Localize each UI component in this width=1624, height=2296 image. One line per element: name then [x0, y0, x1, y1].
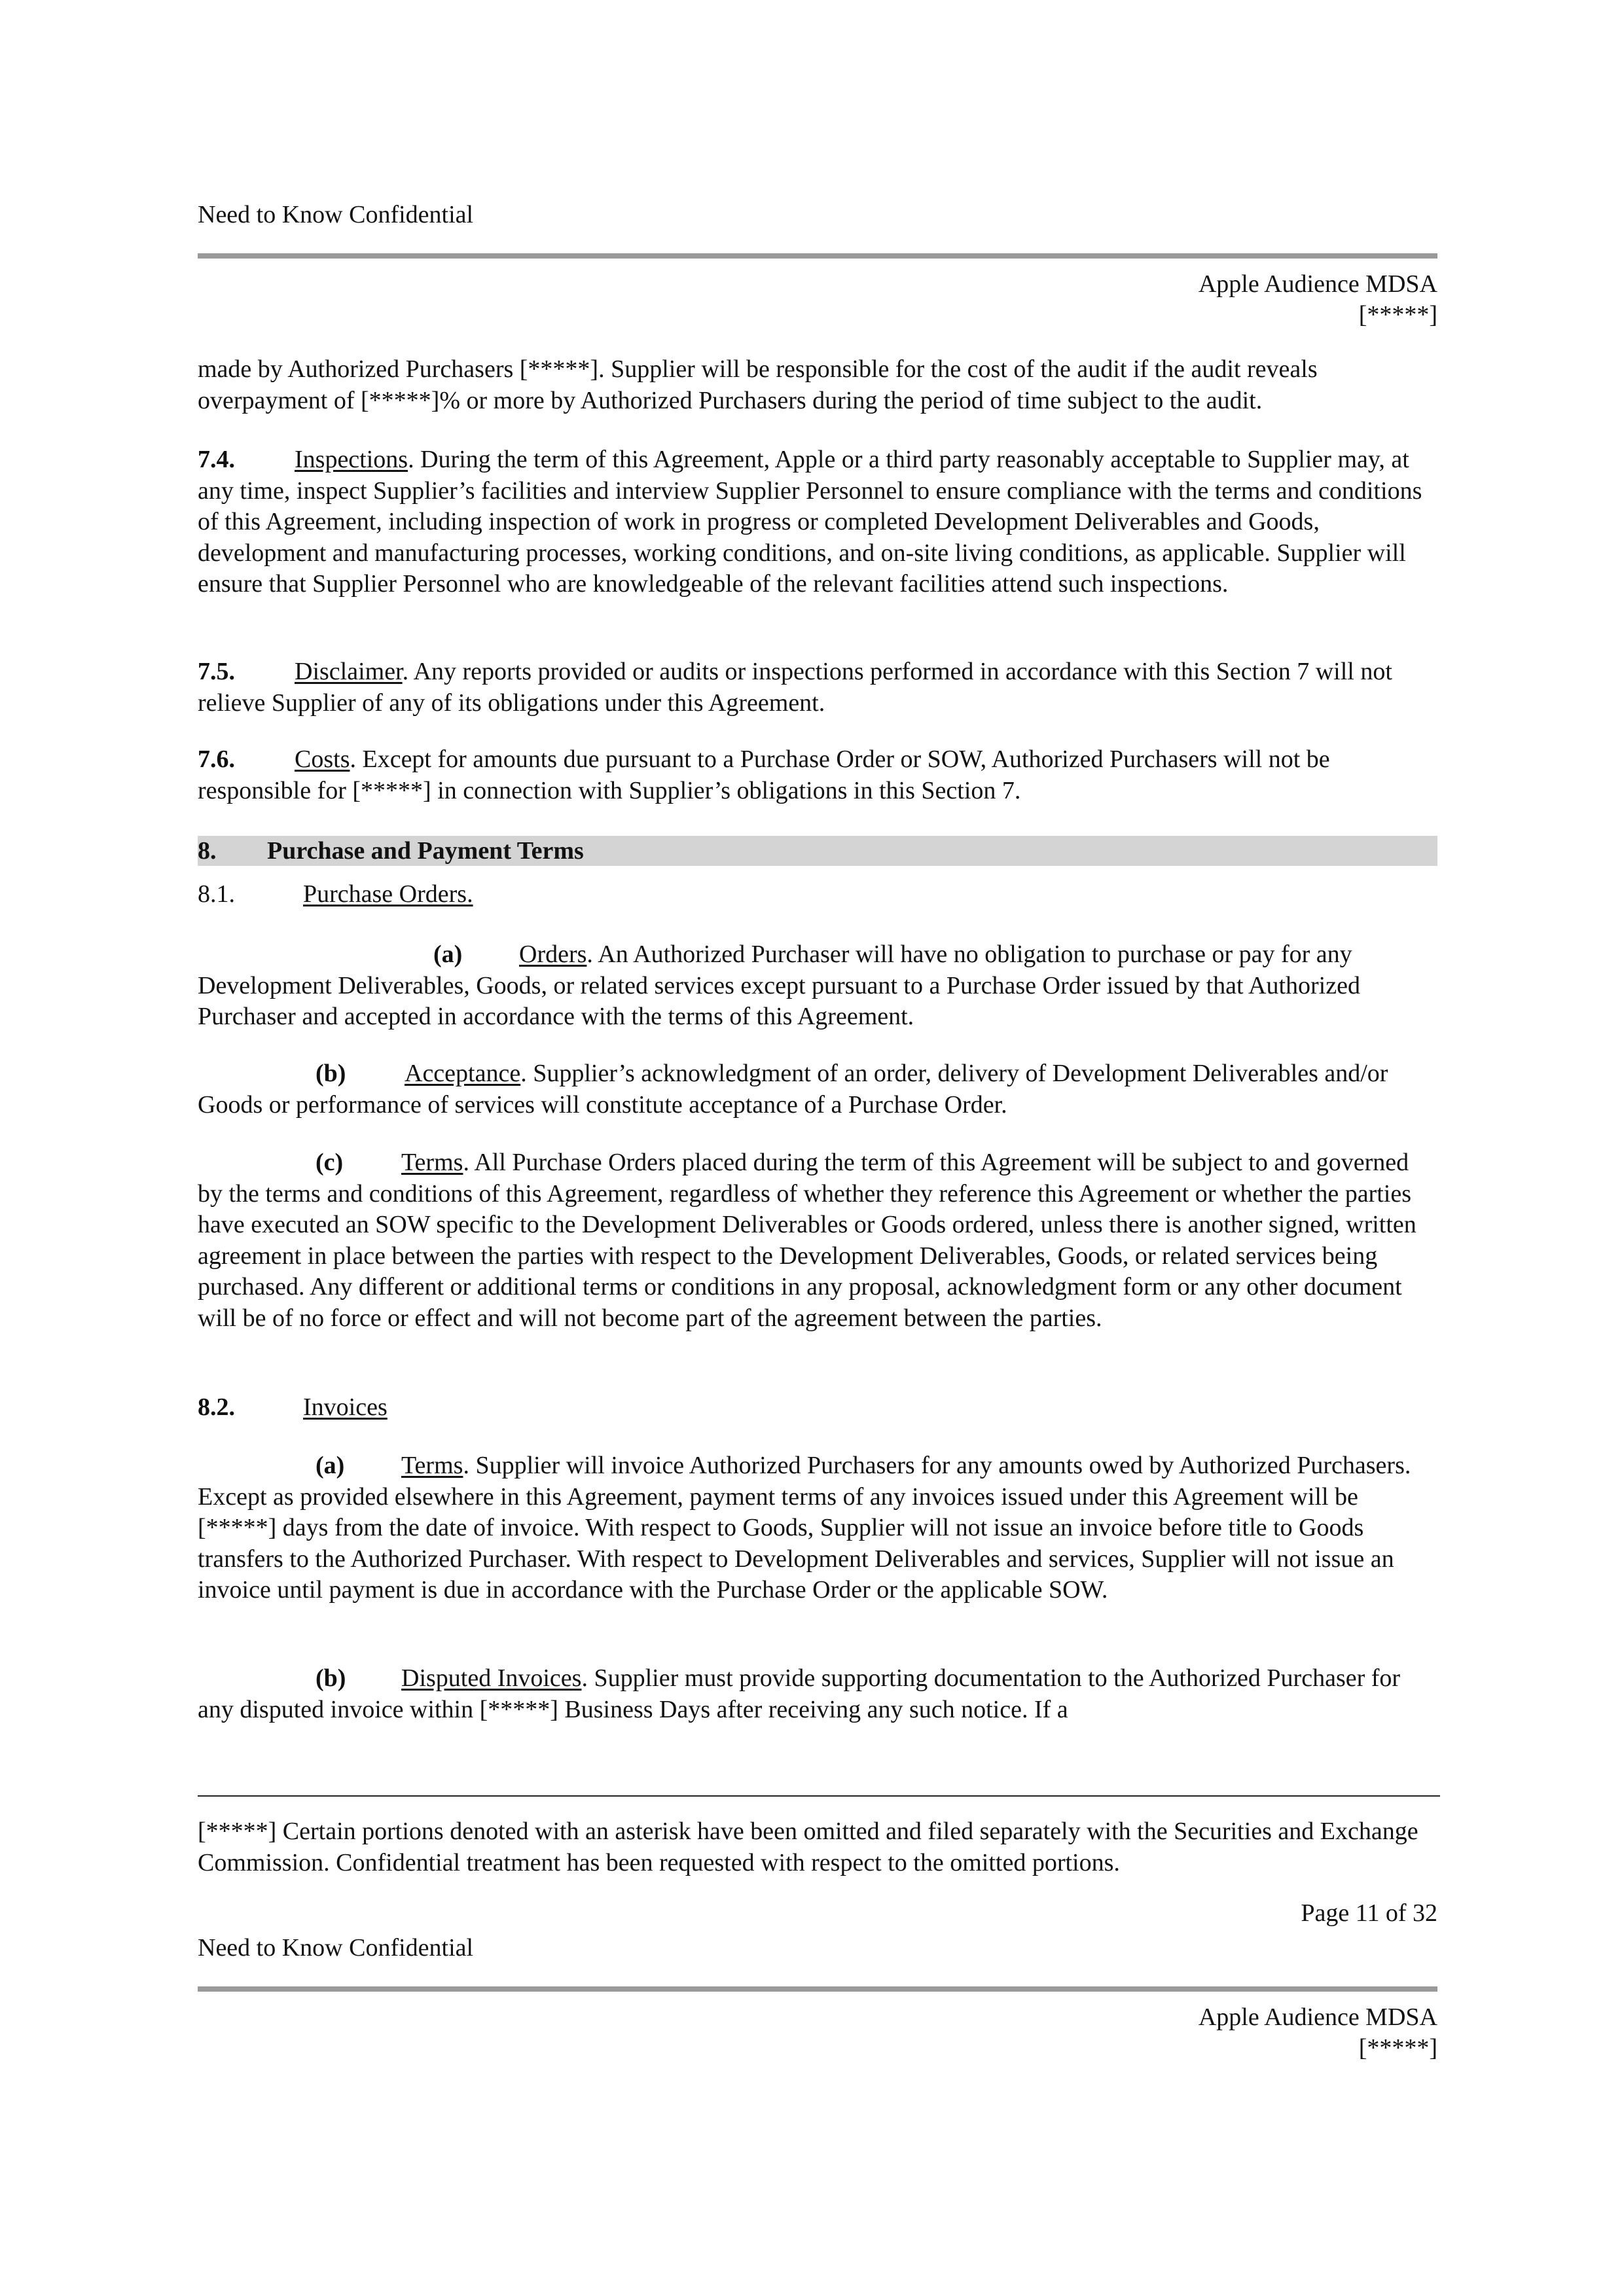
subsection-title: Orders: [519, 941, 587, 968]
subsection-title: Acceptance: [405, 1060, 521, 1087]
continuation-paragraph: made by Authorized Purchasers [*****]. Supplier will be responsible for the cost of the audit if the audit reveals overpayment of [*****]% or more by Authorized Purchasers during the period of time subject to the audit.: [198, 355, 1318, 414]
subsection-title: Terms: [401, 1149, 463, 1176]
section-number: 8.2.: [198, 1393, 235, 1421]
section-body: . Except for amounts due pursuant to a Purchase Order or SOW, Authorized Purchasers will not be responsible for [*****] in connection with Supplier’s obligations in this Section 7.: [198, 745, 1330, 804]
header-doc-title: Apple Audience MDSA: [1198, 270, 1437, 298]
section-number: 7.4.: [198, 446, 235, 473]
section-8-2-a: [198, 1450, 1437, 1606]
section-title: Purchase Orders.: [303, 880, 473, 908]
subsection-title: Disputed Invoices: [401, 1664, 582, 1692]
section-8-2-heading: [198, 1392, 1437, 1424]
section-7-5: [198, 656, 1437, 719]
section-8-1-b: [198, 1058, 1437, 1121]
subsection-body: . Supplier must provide supporting documentation to the Authorized Purchaser for any disputed invoice within [*****] Business Days after receiving any such notice. If a: [198, 1664, 1401, 1723]
subsection-body: . Supplier will invoice Authorized Purchasers for any amounts owed by Authorized Purchasers. Except as provided elsewhere in this Agreement, payment terms of any invoices issued under this Agreement will be [*****] days from the date of invoice. With respect to Goods, Supplier will not issue an invoice before title to Goods transfers to the Authorized Purchaser. With respect to Development Deliverables and services, Supplier will not issue an invoice until payment is due in accordance with the Purchase Order or the applicable SOW.: [198, 1452, 1411, 1604]
section-body: . During the term of this Agreement, Apple or a third party reasonably acceptable to Supplier may, at any time, inspect Supplier’s facilities and interview Supplier Personnel to ensure compliance with the terms and conditions of this Agreement, including inspection of work in progress or completed Development Deliverables and Goods, development and manufacturing processes, working conditions, and on-site living conditions, as applicable. Supplier will ensure that Supplier Personnel who are knowledgeable of the relevant facilities attend such inspections.: [198, 446, 1422, 598]
subsection-title: Terms: [401, 1452, 463, 1479]
footnote-rule: [198, 1795, 1440, 1797]
subsection-body: . An Authorized Purchaser will have no obligation to purchase or pay for any Development Deliverables, Goods, or related services except pursuant to a Purchase Order issued by that Authorized Purchaser and accepted in accordance with the terms of this Agreement.: [198, 941, 1360, 1030]
section-8-1-heading: [198, 879, 1437, 910]
subsection-label: (c): [316, 1149, 344, 1176]
section-8-1-a: [198, 939, 1437, 1033]
subsection-label: (b): [316, 1664, 346, 1692]
section-number: 7.6.: [198, 745, 235, 773]
page-number: Page 11 of 32: [1301, 1899, 1437, 1927]
section-title: Purchase and Payment Terms: [267, 837, 584, 865]
subsection-label: (a): [316, 1452, 345, 1479]
section-title: Costs: [295, 745, 350, 773]
section-title: Invoices: [303, 1393, 388, 1421]
footer-doc-code: [*****]: [1358, 2034, 1437, 2062]
footer-rule: [198, 1986, 1437, 1992]
section-7-6: [198, 744, 1437, 806]
section-8-1-c: [198, 1147, 1437, 1334]
header-confidential: Need to Know Confidential: [198, 201, 474, 228]
footer-doc-title: Apple Audience MDSA: [1198, 2003, 1437, 2031]
footer-confidential: Need to Know Confidential: [198, 1934, 474, 1962]
section-title: Disclaimer: [295, 658, 403, 685]
section-number: 8.1.: [198, 880, 235, 908]
header-doc-code: [*****]: [1358, 301, 1437, 329]
section-8-heading: [198, 836, 1437, 866]
subsection-label: (a): [433, 941, 463, 968]
footnote-text: [*****] Certain portions denoted with an asterisk have been omitted and filed separately with the Securities and Exchange Commission. Confidential treatment has been requested with respect to the omitted portions.: [198, 1818, 1418, 1876]
subsection-body: . All Purchase Orders placed during the term of this Agreement will be subject to and governed by the terms and conditions of this Agreement, regardless of whether they reference this Agreement or whether the parties have executed an SOW specific to the Development Deliverables or Goods ordered, unless there is another signed, written agreement in place between the parties with respect to the Development Deliverables, Goods, or related services being purchased. Any different or additional terms or conditions in any proposal, acknowledgment form or any other document will be of no force or effect and will not become part of the agreement between the parties.: [198, 1149, 1416, 1332]
section-number: 7.5.: [198, 658, 235, 685]
section-8-2-b: [198, 1663, 1437, 1725]
section-title: Inspections: [295, 446, 408, 473]
section-body: . Any reports provided or audits or inspections performed in accordance with this Section 7 will not relieve Supplier of any of its obligations under this Agreement.: [198, 658, 1392, 717]
section-number: 8.: [198, 837, 217, 865]
header-rule: [198, 253, 1437, 259]
subsection-body: . Supplier’s acknowledgment of an order, delivery of Development Deliverables and/or Goods or performance of services will constitute acceptance of a Purchase Order.: [198, 1060, 1388, 1119]
section-7-4: [198, 444, 1437, 600]
subsection-label: (b): [316, 1060, 346, 1087]
